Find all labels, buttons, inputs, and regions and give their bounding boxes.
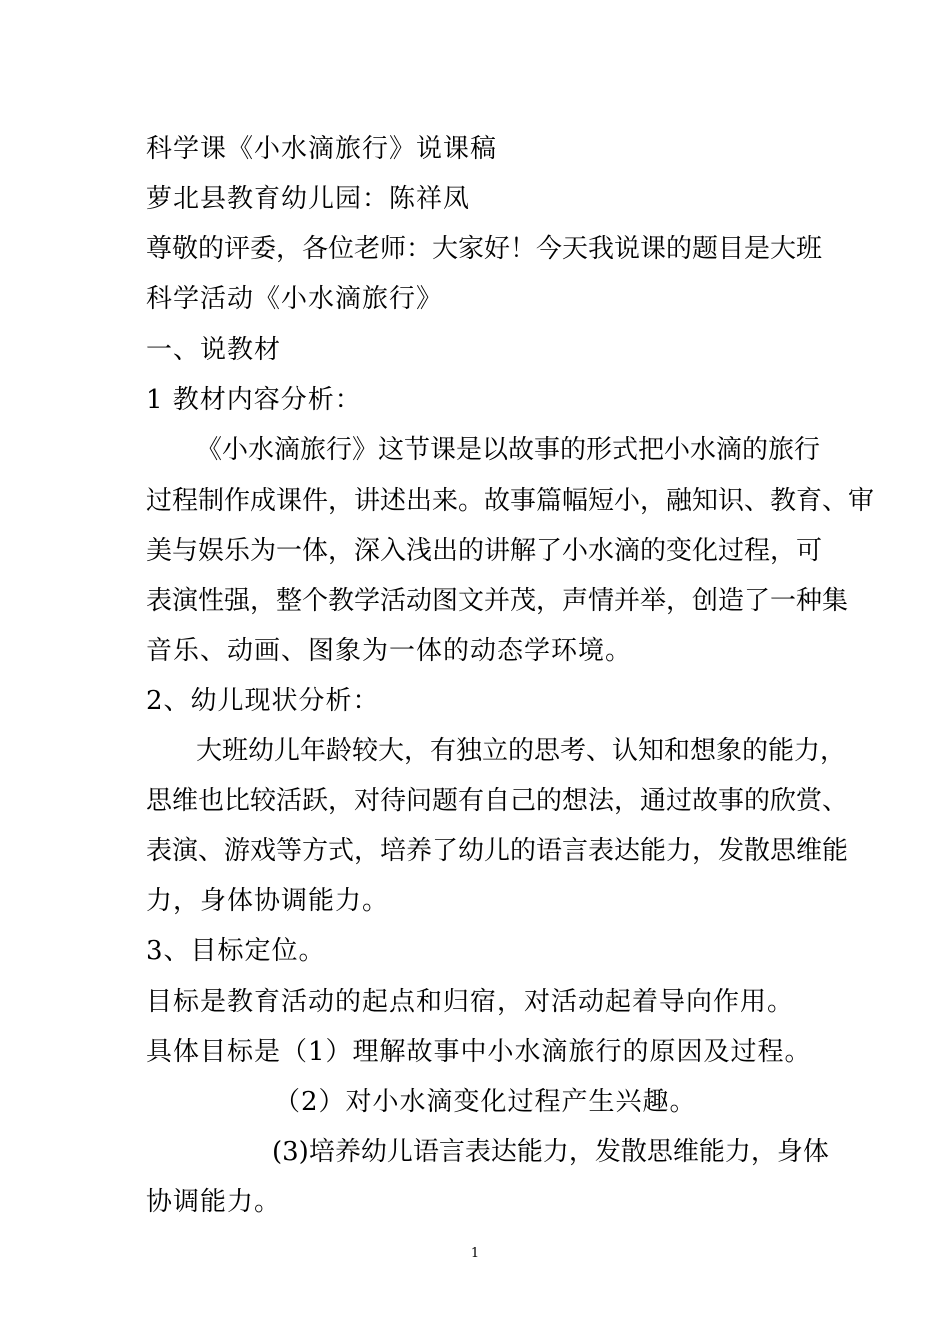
- item-1-paragraph-line-3: 美与娱乐为一体，深入浅出的讲解了小水滴的变化过程，可: [146, 536, 823, 566]
- item-1-heading: 1 教材内容分析：: [146, 385, 362, 415]
- item-2-paragraph-line-1: 大班幼儿年龄较大，有独立的思考、认知和想象的能力，: [196, 736, 847, 766]
- page-number: 1: [470, 1246, 480, 1261]
- section-heading-teaching-material: 一、说教材: [146, 335, 282, 365]
- goal-2: （2）对小水滴变化过程产生兴趣。: [274, 1087, 697, 1117]
- item-2-paragraph-line-3: 表演、游戏等方式，培养了幼儿的语言表达能力，发散思维能: [146, 836, 849, 866]
- item-2-paragraph-line-2: 思维也比较活跃，对待问题有自己的想法，通过故事的欣赏、: [146, 786, 849, 816]
- greeting-line-2: 科学活动《小水滴旅行》: [146, 284, 444, 314]
- author-line: 萝北县教育幼儿园：陈祥凤: [146, 184, 471, 214]
- item-1-paragraph-line-2: 过程制作成课件，讲述出来。故事篇幅短小，融知识、教育、审: [146, 486, 875, 516]
- greeting-line-1: 尊敬的评委，各位老师：大家好！今天我说课的题目是大班: [146, 234, 823, 264]
- goal-1: 具体目标是（1）理解故事中小水滴旅行的原因及过程。: [146, 1037, 812, 1067]
- item-2-heading: 2、幼儿现状分析：: [146, 686, 380, 716]
- item-1-paragraph-line-4: 表演性强，整个教学活动图文并茂，声情并举，创造了一种集: [146, 586, 849, 616]
- goals-intro: 目标是教育活动的起点和归宿，对活动起着导向作用。: [146, 987, 795, 1017]
- item-2-paragraph-line-4: 力，身体协调能力。: [146, 886, 390, 916]
- goal-3-line-2: 协调能力。: [146, 1187, 282, 1217]
- item-1-paragraph-line-1: 《小水滴旅行》这节课是以故事的形式把小水滴的旅行: [196, 435, 821, 465]
- item-3-heading: 3、目标定位。: [146, 936, 326, 966]
- item-1-paragraph-line-5: 音乐、动画、图象为一体的动态学环境。: [146, 636, 633, 666]
- document-title: 科学课《小水滴旅行》说课稿: [146, 134, 498, 164]
- goal-3-line-1: (3)培养幼儿语言表达能力，发散思维能力，身体: [272, 1137, 829, 1167]
